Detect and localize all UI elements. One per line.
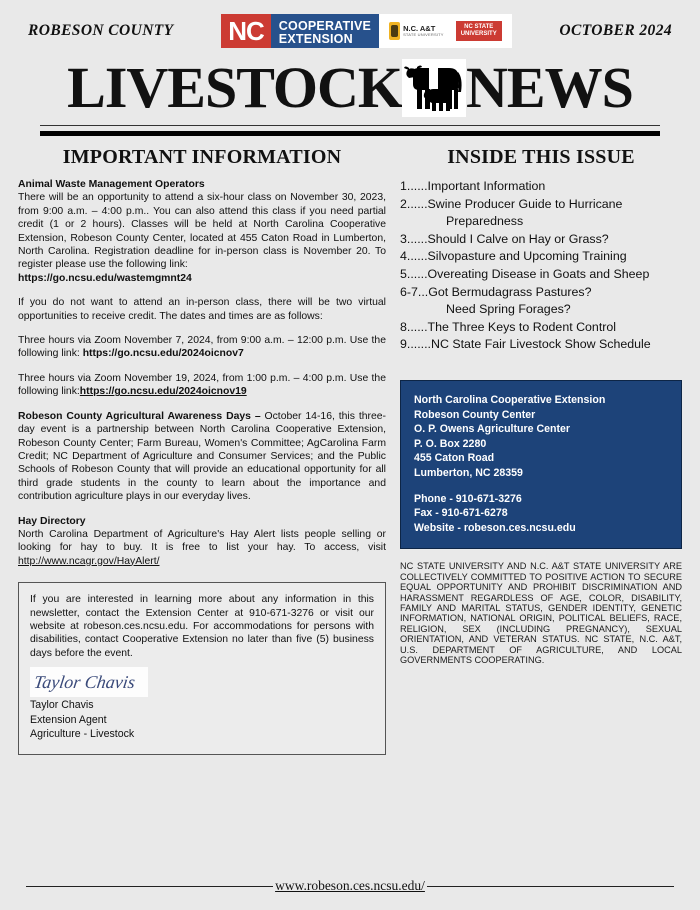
issue-date: OCTOBER 2024 <box>559 22 672 39</box>
content-columns <box>0 146 700 755</box>
toc-entry[interactable] <box>400 266 682 284</box>
contact-street: 455 Caton Road <box>414 452 495 465</box>
toc-page-number: 1...... <box>400 179 428 193</box>
toc-entry-label: Overeating Disease in Goats and Sheep <box>427 266 650 281</box>
contact-city-state-zip: Lumberton, NC 28359 <box>414 466 523 479</box>
title-word-livestock: LIVESTOCK <box>67 55 402 120</box>
awmo-subheading: Animal Waste Management Operators <box>18 179 205 190</box>
toc-entry-label: Silvopasture and Upcoming Training <box>427 249 627 264</box>
toc-entry[interactable] <box>400 319 682 337</box>
right-column <box>400 146 682 755</box>
page-footer <box>0 878 700 894</box>
banner-title <box>0 55 700 120</box>
contact-phone: Phone - 910-671-3276 <box>414 492 522 505</box>
cattle-svg <box>403 62 465 114</box>
title-rule-thick <box>40 131 660 136</box>
office-contact-box <box>400 380 682 549</box>
toc-entry[interactable] <box>400 248 682 266</box>
zoom-session-1-link[interactable]: https://go.ncsu.edu/2024oicnov7 <box>82 348 244 360</box>
cooperative-extension-wordmark <box>271 14 379 48</box>
inside-this-issue-heading: INSIDE THIS ISSUE <box>447 146 635 168</box>
footer-rule-right <box>427 886 674 887</box>
contact-center: Robeson County Center <box>414 408 536 421</box>
ncstate-line-1: NC STATE <box>464 24 494 30</box>
toc-entry-label: Got Bermudagrass Pastures? <box>428 284 592 299</box>
awareness-days-paragraph <box>18 410 386 504</box>
ncat-subtitle: STATE UNIVERSITY <box>403 31 444 37</box>
contact-spacer <box>414 481 668 492</box>
awmo-registration-link[interactable]: https://go.ncsu.edu/wastemgmnt24 <box>18 272 192 284</box>
toc-page-number: 5...... <box>400 266 428 281</box>
wordmark-line-1: COOPERATIVE <box>278 18 372 33</box>
signee-name: Taylor Chavis <box>30 699 94 712</box>
left-column <box>18 146 400 755</box>
cattle-silhouette-icon <box>402 59 466 117</box>
hay-directory-paragraph <box>18 528 386 568</box>
awmo-body: There will be an opportunity to attend a six-hour class on November 30, 2023, from 9:00 a.m. – 4:00 p.m.. You can also attend this class if you need partial credit (1 or 2 hours). Classes will be held at North Carolina Cooperative Extension, Robeson County Center, located at 455 Caton Road in Lumberton, North Carolina. Registration deadline for in-person class is November 20. To register please use the following link: <box>18 192 386 271</box>
hay-directory-body: North Carolina Department of Agriculture's Hay Alert lists people selling or looking for hay to buy. It is free to list your hay. To access, visit <box>18 528 386 554</box>
zoom-session-2 <box>18 372 386 399</box>
contact-website[interactable]: Website - robeson.ces.ncsu.edu <box>414 521 576 534</box>
partner-logos <box>379 14 512 48</box>
toc-entry[interactable] <box>400 178 682 196</box>
zoom-session-2-link[interactable]: https://go.ncsu.edu/2024oicnov19 <box>79 386 247 398</box>
county-label: ROBESON COUNTY <box>28 22 174 39</box>
signature-image <box>30 667 148 697</box>
title-rule-thin <box>40 125 660 126</box>
toc-entry[interactable] <box>400 284 682 302</box>
toc-page-number: 2...... <box>400 196 428 211</box>
masthead <box>0 0 700 48</box>
important-information-heading: IMPORTANT INFORMATION <box>62 146 342 168</box>
hay-alert-link[interactable]: http://www.ncagr.gov/HayAlert/ <box>18 555 160 567</box>
toc-entry[interactable] <box>400 336 682 354</box>
toc-page-number: 9....... <box>400 337 431 352</box>
toc-entry[interactable] <box>400 231 682 249</box>
signee-department: Agriculture - Livestock <box>30 728 135 741</box>
toc-page-number: 6-7... <box>400 284 429 299</box>
toc-entry-continuation: Need Spring Forages? <box>446 302 571 317</box>
ncstate-line-2: UNIVERSITY <box>460 31 497 37</box>
toc-entry-continuation: Preparedness <box>446 214 524 229</box>
toc-entry-label: The Three Keys to Rodent Control <box>427 319 617 334</box>
ncstate-logo <box>456 21 502 41</box>
toc-page-number: 3...... <box>400 231 428 246</box>
toc-entry-label: NC State Fair Livestock Show Schedule <box>431 337 651 352</box>
toc-entry[interactable] <box>400 196 682 214</box>
contact-fax: Fax - 910-671-6278 <box>414 507 508 520</box>
zoom-session-1-text: Three hours via Zoom November 7, 2024, from 9:00 a.m. – 12:00 p.m. Use the following link: <box>18 335 386 360</box>
awareness-days-lead: Robeson County Agricultural Awareness Days – <box>18 410 265 422</box>
toc-entry-label: Important Information <box>427 179 546 193</box>
ncat-logo <box>389 22 444 40</box>
signee-title: Extension Agent <box>30 713 107 726</box>
contact-note-body: If you are interested in learning more about any information in this newsletter, contact the Extension Center at 910-671-3276 or visit our website at robeson.ces.ncsu.edu. For accommodations for persons with disabilities, contact Cooperative Extension no later than five (5) business days before the event. <box>30 594 374 659</box>
ncat-text <box>403 25 444 37</box>
virtual-options-intro: If you do not want to attend an in-person class, there will be two virtual opportunities to receive credit. The dates and times are as follows: <box>18 297 386 322</box>
zoom-session-1 <box>18 334 386 361</box>
title-word-news: NEWS <box>466 55 633 120</box>
footer-rule-left <box>26 886 273 887</box>
signature-script: Taylor Chavis <box>32 671 137 692</box>
toc-entry-label: Should I Calve on Hay or Grass? <box>427 231 609 246</box>
extension-logo-band <box>221 14 511 48</box>
nc-logo-mark: NC <box>221 14 271 48</box>
hay-directory-subheading: Hay Directory <box>18 515 86 527</box>
footer-website-url[interactable]: www.robeson.ces.ncsu.edu/ <box>275 878 425 893</box>
awareness-days-body: October 14-16, this three-day event is a partnership between North Carolina Cooperative Extension, Robeson County Center; Farm Bureau, Women's Committee; AgCarolina Farm Credit; NC Department of Agriculture and Consumer Services; and the Public Schools of Robeson County that will provide an educational opportunity for all third grade students in the county to learn about the importance and contribution agriculture plays in our everyday lives. <box>18 410 386 503</box>
toc-entry-label: Swine Producer Guide to Hurricane <box>427 196 623 211</box>
toc-page-number: 8...... <box>400 319 428 334</box>
wordmark-line-2: EXTENSION <box>278 31 353 46</box>
table-of-contents <box>400 178 682 354</box>
toc-page-number: 4...... <box>400 249 428 264</box>
zoom-session-2-text: Three hours via Zoom November 19, 2024, from 1:00 p.m. – 4:00 p.m. Use the following link: <box>18 372 386 398</box>
contact-org: North Carolina Cooperative Extension <box>414 393 606 406</box>
contact-note-box <box>18 582 386 755</box>
contact-building: O. P. Owens Agriculture Center <box>414 423 571 436</box>
nondiscrimination-statement: NC STATE UNIVERSITY AND N.C. A&T STATE UNIVERSITY ARE COLLECTIVELY COMMITTED TO POSITIVE ACTION TO SECURE EQUAL OPPORTUNITY AND PROHIBIT DISCRIMINATION AND HARASSMENT REGARDLESS OF AGE, COLOR, DISABILITY, FAMILY AND MARITAL STATUS, GENDER IDENTITY, GENETIC INFORMATION, NATIONAL ORIGIN, POLITICAL BELIEFS, RACE, RELIGION, SEX (INCLUDING PREGNANCY), SEXUAL ORIENTATION, AND VETERAN STATUS. NC STATE, N.C. A&T, U.S. DEPARTMENT OF AGRICULTURE, AND LOCAL GOVERNMENTS COOPERATING. <box>400 561 682 665</box>
contact-po-box: P. O. Box 2280 <box>414 437 487 450</box>
ncat-name: N.C. A&T <box>403 24 436 34</box>
ncat-bulldog-icon <box>389 22 400 40</box>
